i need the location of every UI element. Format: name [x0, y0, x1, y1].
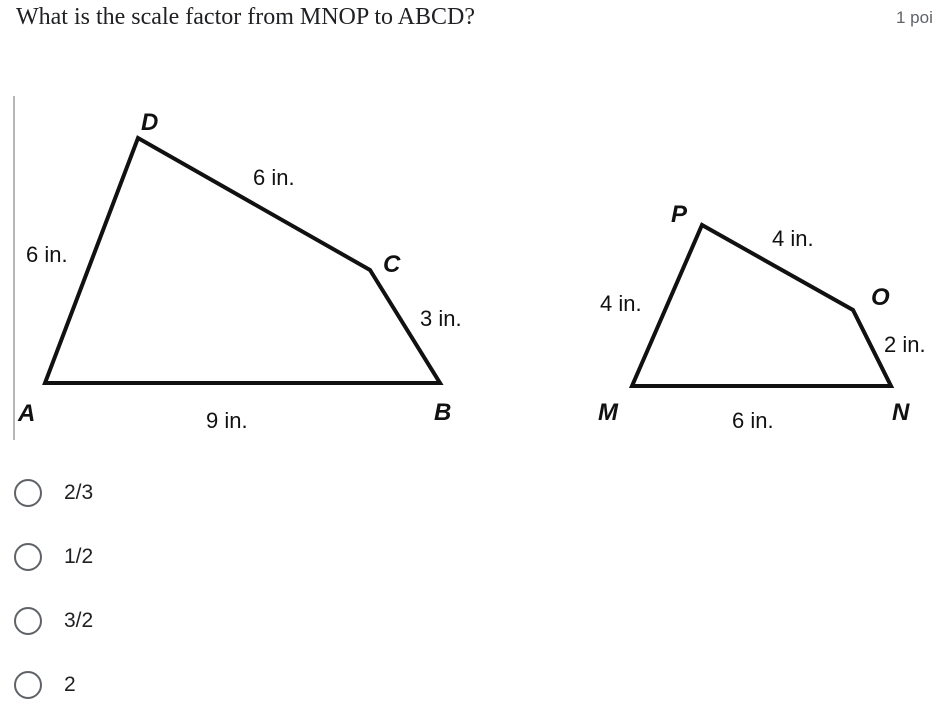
- vertex-m-label: M: [598, 399, 618, 426]
- vertex-p-label: P: [671, 201, 688, 228]
- answer-option-4[interactable]: [14, 668, 76, 702]
- vertex-c-label: C: [383, 251, 401, 278]
- vertex-a-label: A: [18, 400, 36, 427]
- points-label: 1 poi: [896, 8, 933, 27]
- radio-button[interactable]: [14, 479, 42, 507]
- radio-button[interactable]: [14, 543, 42, 571]
- side-mn-label: 6 in.: [732, 408, 774, 433]
- question-title: What is the scale factor from MNOP to ABCD?: [16, 4, 476, 30]
- radio-button[interactable]: [14, 607, 42, 635]
- answer-option-label: 2: [64, 673, 76, 696]
- answer-option-label: 3/2: [64, 609, 94, 632]
- answer-option-1[interactable]: [14, 476, 93, 510]
- side-da-label: 6 in.: [26, 242, 68, 267]
- side-on-label: 2 in.: [884, 332, 926, 357]
- side-pm-label: 4 in.: [600, 291, 642, 316]
- quadrilateral-mnop: [632, 225, 891, 386]
- vertex-d-label: D: [141, 109, 159, 136]
- answer-option-2[interactable]: [14, 540, 93, 574]
- radio-button[interactable]: [14, 671, 42, 699]
- side-po-label: 4 in.: [772, 226, 814, 251]
- side-cb-label: 3 in.: [420, 306, 462, 331]
- vertex-n-label: N: [892, 399, 910, 426]
- vertex-b-label: B: [434, 399, 452, 426]
- answer-option-label: 1/2: [64, 545, 94, 568]
- side-dc-label: 6 in.: [253, 165, 295, 190]
- vertex-o-label: O: [871, 284, 890, 311]
- answer-option-label: 2/3: [64, 481, 94, 504]
- side-ab-label: 9 in.: [206, 408, 248, 433]
- quadrilateral-abcd: [45, 138, 440, 383]
- answer-option-3[interactable]: [14, 604, 93, 638]
